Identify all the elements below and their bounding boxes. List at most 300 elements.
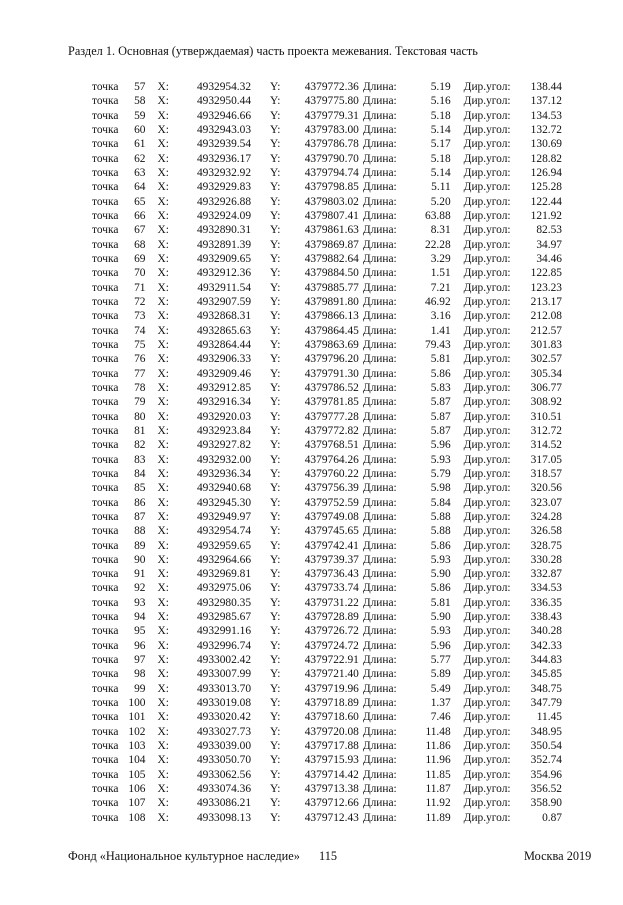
angle-value: 336.35 xyxy=(530,596,562,609)
x-label: X: xyxy=(157,797,169,810)
table-row xyxy=(92,567,562,581)
angle-value: 340.28 xyxy=(530,625,562,638)
point-number: 107 xyxy=(128,797,146,810)
angle-value: 318.57 xyxy=(530,467,562,480)
angle-value: 213.17 xyxy=(530,295,562,308)
angle-value: 317.05 xyxy=(530,453,562,466)
y-label: Y: xyxy=(270,654,281,667)
angle-value: 320.56 xyxy=(530,482,562,495)
point-label: точка xyxy=(92,295,119,308)
angle-label: Дир.угол: xyxy=(463,625,511,638)
x-label: X: xyxy=(157,740,169,753)
point-label: точка xyxy=(92,310,119,323)
angle-value: 358.90 xyxy=(530,797,562,810)
length-label: Длина: xyxy=(362,725,397,738)
y-label: Y: xyxy=(270,424,281,437)
y-value: 4379718.89 xyxy=(304,697,359,710)
length-label: Длина: xyxy=(362,166,397,179)
point-number: 88 xyxy=(134,525,146,538)
point-label: точка xyxy=(92,525,119,538)
page-header: Раздел 1. Основная (утверждаемая) часть проекта межевания. Текстовая часть xyxy=(68,44,478,58)
length-label: Длина: xyxy=(362,238,397,251)
length-value: 5.93 xyxy=(430,453,451,466)
point-number: 69 xyxy=(134,252,146,265)
point-label: точка xyxy=(92,209,119,222)
point-number: 98 xyxy=(134,668,146,681)
x-value: 4932980.35 xyxy=(196,596,252,609)
point-number: 95 xyxy=(134,625,146,638)
x-label: X: xyxy=(157,811,169,824)
length-label: Длина: xyxy=(362,195,397,208)
x-value: 4932991.16 xyxy=(196,625,252,638)
length-label: Длина: xyxy=(362,467,397,480)
point-number: 57 xyxy=(134,81,146,93)
length-label: Длина: xyxy=(362,668,397,681)
length-label: Длина: xyxy=(362,439,397,452)
point-label: точка xyxy=(92,768,119,781)
angle-value: 348.75 xyxy=(530,682,562,695)
angle-value: 356.52 xyxy=(530,783,562,796)
y-label: Y: xyxy=(270,711,281,724)
point-label: точка xyxy=(92,424,119,437)
y-value: 4379775.80 xyxy=(304,95,359,108)
length-label: Длина: xyxy=(362,682,397,695)
point-number: 77 xyxy=(134,367,146,380)
point-number: 67 xyxy=(134,224,146,237)
length-label: Длина: xyxy=(362,453,397,466)
point-number: 59 xyxy=(134,109,146,122)
y-value: 4379717.88 xyxy=(304,740,359,753)
point-label: точка xyxy=(92,596,119,609)
x-label: X: xyxy=(157,553,169,566)
angle-label: Дир.угол: xyxy=(463,768,511,781)
table-row xyxy=(92,553,562,567)
y-label: Y: xyxy=(270,166,281,179)
table-row xyxy=(92,410,562,424)
x-value: 4932923.84 xyxy=(196,424,252,437)
point-number: 96 xyxy=(134,639,146,652)
table-row xyxy=(92,223,562,237)
point-label: точка xyxy=(92,381,119,394)
table-row xyxy=(92,238,562,252)
table-row xyxy=(92,496,562,510)
y-value: 4379715.93 xyxy=(304,754,359,767)
angle-value: 344.83 xyxy=(530,654,562,667)
point-number: 75 xyxy=(134,338,146,351)
length-value: 5.93 xyxy=(430,625,451,638)
angle-label: Дир.угол: xyxy=(463,525,511,538)
angle-label: Дир.угол: xyxy=(463,138,511,151)
angle-label: Дир.угол: xyxy=(463,668,511,681)
length-value: 7.21 xyxy=(430,281,451,294)
point-number: 68 xyxy=(134,238,146,251)
length-value: 5.96 xyxy=(430,639,451,652)
angle-value: 314.52 xyxy=(530,439,562,452)
length-label: Длина: xyxy=(362,510,397,523)
table-row xyxy=(92,539,562,553)
y-label: Y: xyxy=(270,324,281,337)
y-value: 4379719.96 xyxy=(304,682,359,695)
y-label: Y: xyxy=(270,596,281,609)
length-value: 5.49 xyxy=(430,682,451,695)
table-row xyxy=(92,137,562,151)
y-label: Y: xyxy=(270,439,281,452)
x-label: X: xyxy=(157,109,169,122)
angle-value: 306.77 xyxy=(530,381,562,394)
y-value: 4379712.66 xyxy=(304,797,359,810)
table-row xyxy=(92,725,562,739)
table-row xyxy=(92,80,562,94)
angle-value: 312.72 xyxy=(530,424,562,437)
point-label: точка xyxy=(92,338,119,351)
point-label: точка xyxy=(92,195,119,208)
point-number: 102 xyxy=(128,725,146,738)
y-label: Y: xyxy=(270,252,281,265)
table-row xyxy=(92,395,562,409)
length-label: Длина: xyxy=(362,553,397,566)
x-value: 4933007.99 xyxy=(196,668,252,681)
point-label: точка xyxy=(92,783,119,796)
x-label: X: xyxy=(157,697,169,710)
point-number: 106 xyxy=(128,783,146,796)
angle-label: Дир.угол: xyxy=(463,295,511,308)
point-label: точка xyxy=(92,754,119,767)
angle-value: 347.79 xyxy=(530,697,562,710)
length-value: 5.18 xyxy=(430,109,451,122)
point-number: 79 xyxy=(134,396,146,409)
length-value: 1.51 xyxy=(430,267,451,280)
point-label: точка xyxy=(92,668,119,681)
angle-label: Дир.угол: xyxy=(463,367,511,380)
x-label: X: xyxy=(157,510,169,523)
page-number: 115 xyxy=(319,849,337,863)
angle-label: Дир.угол: xyxy=(463,166,511,179)
x-value: 4932929.83 xyxy=(196,181,252,194)
y-value: 4379807.41 xyxy=(304,209,359,222)
length-value: 5.14 xyxy=(430,166,451,179)
length-label: Длина: xyxy=(362,740,397,753)
point-label: точка xyxy=(92,353,119,366)
y-value: 4379772.36 xyxy=(304,81,359,93)
length-value: 5.88 xyxy=(430,510,451,523)
y-label: Y: xyxy=(270,697,281,710)
length-label: Длина: xyxy=(362,209,397,222)
angle-value: 212.57 xyxy=(530,324,562,337)
x-label: X: xyxy=(157,367,169,380)
angle-value: 332.87 xyxy=(530,568,562,581)
y-value: 4379781.85 xyxy=(304,396,359,409)
table-row xyxy=(92,252,562,266)
y-value: 4379891.80 xyxy=(304,295,359,308)
y-label: Y: xyxy=(270,510,281,523)
length-label: Длина: xyxy=(362,596,397,609)
point-label: точка xyxy=(92,138,119,151)
x-value: 4932945.30 xyxy=(196,496,252,509)
table-row xyxy=(92,109,562,123)
x-value: 4932943.03 xyxy=(196,123,252,136)
length-value: 11.89 xyxy=(425,811,451,824)
coordinates-table xyxy=(92,80,562,825)
angle-label: Дир.угол: xyxy=(463,195,511,208)
y-label: Y: xyxy=(270,740,281,753)
y-label: Y: xyxy=(270,682,281,695)
y-value: 4379779.31 xyxy=(304,109,359,122)
table-row xyxy=(92,596,562,610)
y-value: 4379726.72 xyxy=(304,625,359,638)
y-value: 4379739.37 xyxy=(304,553,359,566)
y-label: Y: xyxy=(270,338,281,351)
x-label: X: xyxy=(157,539,169,552)
y-value: 4379798.85 xyxy=(304,181,359,194)
x-value: 4932868.31 xyxy=(196,310,252,323)
y-label: Y: xyxy=(270,539,281,552)
x-label: X: xyxy=(157,381,169,394)
length-value: 5.89 xyxy=(430,668,451,681)
length-label: Длина: xyxy=(362,611,397,624)
x-value: 4932927.82 xyxy=(196,439,252,452)
point-number: 71 xyxy=(134,281,146,294)
angle-label: Дир.угол: xyxy=(463,539,511,552)
point-number: 64 xyxy=(134,181,146,194)
x-value: 4932912.36 xyxy=(196,267,252,280)
angle-value: 305.34 xyxy=(530,367,562,380)
x-value: 4932969.81 xyxy=(196,568,252,581)
length-value: 5.96 xyxy=(430,439,451,452)
length-label: Длина: xyxy=(362,295,397,308)
angle-value: 348.95 xyxy=(530,725,562,738)
length-value: 5.93 xyxy=(430,553,451,566)
y-value: 4379731.22 xyxy=(304,596,359,609)
angle-label: Дир.угол: xyxy=(463,754,511,767)
y-value: 4379733.74 xyxy=(304,582,359,595)
x-label: X: xyxy=(157,668,169,681)
x-value: 4932954.32 xyxy=(196,81,252,93)
x-value: 4933027.73 xyxy=(196,725,252,738)
angle-label: Дир.угол: xyxy=(463,109,511,122)
length-value: 11.92 xyxy=(425,797,451,810)
point-label: точка xyxy=(92,181,119,194)
point-number: 60 xyxy=(134,123,146,136)
y-value: 4379803.02 xyxy=(304,195,359,208)
angle-value: 134.53 xyxy=(530,109,562,122)
angle-label: Дир.угол: xyxy=(463,152,511,165)
length-label: Длина: xyxy=(362,138,397,151)
point-label: точка xyxy=(92,396,119,409)
y-label: Y: xyxy=(270,811,281,824)
point-label: точка xyxy=(92,324,119,337)
angle-value: 137.12 xyxy=(530,95,562,108)
y-value: 4379777.28 xyxy=(304,410,359,423)
length-value: 11.85 xyxy=(425,768,451,781)
angle-value: 328.75 xyxy=(530,539,562,552)
y-label: Y: xyxy=(270,639,281,652)
y-label: Y: xyxy=(270,668,281,681)
x-label: X: xyxy=(157,209,169,222)
point-label: точка xyxy=(92,553,119,566)
angle-label: Дир.угол: xyxy=(463,396,511,409)
length-label: Длина: xyxy=(362,697,397,710)
x-label: X: xyxy=(157,181,169,194)
point-label: точка xyxy=(92,467,119,480)
y-value: 4379764.26 xyxy=(304,453,359,466)
point-number: 62 xyxy=(134,152,146,165)
y-value: 4379861.63 xyxy=(304,224,359,237)
angle-label: Дир.угол: xyxy=(463,353,511,366)
point-label: точка xyxy=(92,281,119,294)
angle-value: 34.46 xyxy=(536,252,562,265)
angle-value: 310.51 xyxy=(530,410,562,423)
point-number: 65 xyxy=(134,195,146,208)
point-number: 58 xyxy=(134,95,146,108)
y-value: 4379713.38 xyxy=(304,783,359,796)
y-value: 4379722.91 xyxy=(304,654,359,667)
y-label: Y: xyxy=(270,396,281,409)
angle-label: Дир.угол: xyxy=(463,682,511,695)
point-label: точка xyxy=(92,81,119,93)
angle-value: 125.28 xyxy=(530,181,562,194)
angle-value: 350.54 xyxy=(530,740,562,753)
footer-city-year: Москва 2019 xyxy=(524,849,592,863)
length-label: Длина: xyxy=(362,582,397,595)
table-row xyxy=(92,367,562,381)
point-label: точка xyxy=(92,654,119,667)
y-value: 4379882.64 xyxy=(304,252,359,265)
y-value: 4379791.30 xyxy=(304,367,359,380)
table-row xyxy=(92,653,562,667)
point-label: точка xyxy=(92,639,119,652)
table-row xyxy=(92,152,562,166)
length-label: Длина: xyxy=(362,711,397,724)
angle-value: 11.45 xyxy=(536,711,562,724)
x-value: 4932939.54 xyxy=(196,138,252,151)
angle-value: 126.94 xyxy=(530,166,562,179)
table-row xyxy=(92,510,562,524)
angle-label: Дир.угол: xyxy=(463,439,511,452)
angle-value: 132.72 xyxy=(530,123,562,136)
y-label: Y: xyxy=(270,582,281,595)
point-label: точка xyxy=(92,267,119,280)
y-label: Y: xyxy=(270,611,281,624)
x-value: 4932964.66 xyxy=(196,553,252,566)
angle-label: Дир.угол: xyxy=(463,281,511,294)
y-label: Y: xyxy=(270,152,281,165)
x-value: 4932912.85 xyxy=(196,381,252,394)
length-value: 5.16 xyxy=(430,95,451,108)
x-label: X: xyxy=(157,596,169,609)
length-label: Длина: xyxy=(362,310,397,323)
angle-label: Дир.угол: xyxy=(463,611,511,624)
point-number: 103 xyxy=(128,740,146,753)
point-label: точка xyxy=(92,725,119,738)
table-row xyxy=(92,481,562,495)
y-label: Y: xyxy=(270,625,281,638)
angle-label: Дир.угол: xyxy=(463,381,511,394)
x-label: X: xyxy=(157,654,169,667)
point-label: точка xyxy=(92,453,119,466)
x-value: 4933039.00 xyxy=(196,740,252,753)
length-label: Длина: xyxy=(362,123,397,136)
point-label: точка xyxy=(92,611,119,624)
point-label: точка xyxy=(92,697,119,710)
length-value: 1.37 xyxy=(430,697,451,710)
x-label: X: xyxy=(157,281,169,294)
length-value: 5.83 xyxy=(430,381,451,394)
x-label: X: xyxy=(157,525,169,538)
y-label: Y: xyxy=(270,224,281,237)
length-value: 11.48 xyxy=(425,725,451,738)
angle-label: Дир.угол: xyxy=(463,467,511,480)
x-value: 4932932.92 xyxy=(196,166,252,179)
y-label: Y: xyxy=(270,553,281,566)
length-label: Длина: xyxy=(362,81,397,93)
length-value: 7.46 xyxy=(430,711,451,724)
length-value: 5.14 xyxy=(430,123,451,136)
y-label: Y: xyxy=(270,353,281,366)
length-label: Длина: xyxy=(362,95,397,108)
point-number: 66 xyxy=(134,209,146,222)
length-label: Длина: xyxy=(362,797,397,810)
y-label: Y: xyxy=(270,568,281,581)
table-row xyxy=(92,309,562,323)
angle-value: 345.85 xyxy=(530,668,562,681)
y-label: Y: xyxy=(270,123,281,136)
length-value: 11.87 xyxy=(425,783,451,796)
point-number: 108 xyxy=(128,811,146,824)
y-value: 4379745.65 xyxy=(304,525,359,538)
angle-label: Дир.угол: xyxy=(463,582,511,595)
table-row xyxy=(92,453,562,467)
x-value: 4932932.00 xyxy=(196,453,252,466)
length-value: 5.86 xyxy=(430,582,451,595)
point-label: точка xyxy=(92,482,119,495)
length-value: 79.43 xyxy=(425,338,451,351)
length-label: Длина: xyxy=(362,811,397,824)
footer-organization: Фонд «Национальное культурное наследие» xyxy=(68,849,300,863)
x-value: 4932907.59 xyxy=(196,295,252,308)
point-label: точка xyxy=(92,109,119,122)
x-value: 4933019.08 xyxy=(196,697,252,710)
x-label: X: xyxy=(157,324,169,337)
table-row xyxy=(92,209,562,223)
y-label: Y: xyxy=(270,453,281,466)
x-label: X: xyxy=(157,682,169,695)
point-number: 93 xyxy=(134,596,146,609)
length-value: 8.31 xyxy=(430,224,451,237)
length-value: 63.88 xyxy=(425,209,451,222)
point-label: точка xyxy=(92,123,119,136)
angle-value: 338.43 xyxy=(530,611,562,624)
point-label: точка xyxy=(92,711,119,724)
table-row xyxy=(92,581,562,595)
x-value: 4933086.21 xyxy=(196,797,252,810)
length-value: 5.77 xyxy=(430,654,451,667)
y-value: 4379721.40 xyxy=(304,668,359,681)
x-value: 4932920.03 xyxy=(196,410,252,423)
angle-label: Дир.угол: xyxy=(463,252,511,265)
point-number: 94 xyxy=(134,611,146,624)
y-value: 4379790.70 xyxy=(304,152,359,165)
point-label: точка xyxy=(92,224,119,237)
y-value: 4379728.89 xyxy=(304,611,359,624)
length-value: 46.92 xyxy=(425,295,451,308)
point-number: 92 xyxy=(134,582,146,595)
x-label: X: xyxy=(157,252,169,265)
length-value: 5.87 xyxy=(430,410,451,423)
length-value: 5.81 xyxy=(430,596,451,609)
point-label: точка xyxy=(92,410,119,423)
x-value: 4932949.97 xyxy=(196,510,252,523)
point-label: точка xyxy=(92,367,119,380)
